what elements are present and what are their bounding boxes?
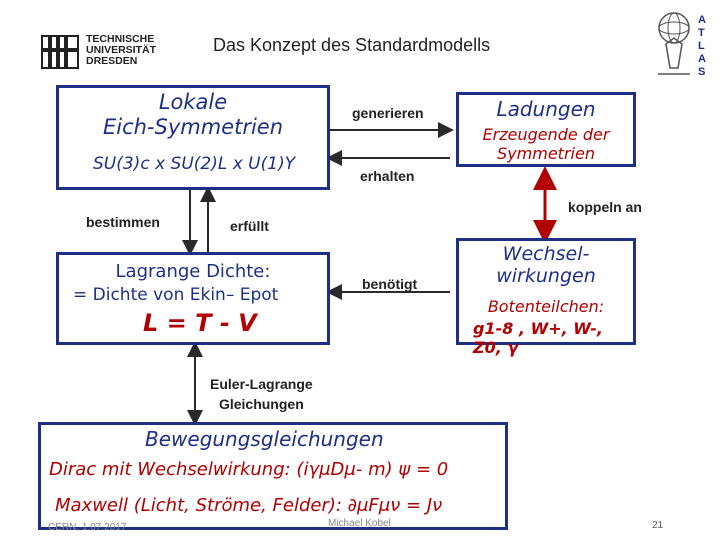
symmetry-line2: Eich-Symmetrien	[102, 115, 284, 139]
charges-subtitle: Erzeugende der Symmetrien	[482, 125, 610, 163]
label-generieren: generieren	[352, 105, 424, 121]
atlas-letter: A	[698, 53, 706, 65]
lagrange-line2: = Dichte von Ekin– Epot	[73, 285, 279, 305]
atlas-letter: L	[698, 40, 705, 52]
label-erhalten: erhalten	[360, 168, 415, 184]
equations-box	[38, 422, 508, 530]
label-bestimmen: bestimmen	[86, 214, 160, 230]
lagrange-formula: L = T - V	[143, 309, 257, 337]
atlas-letter: T	[698, 27, 705, 39]
symmetry-groups: SU(3)c x SU(2)L x U(1)Y	[93, 154, 296, 174]
symmetry-line1: Lokale	[158, 90, 228, 114]
atlas-letter: A	[698, 14, 706, 26]
label-koppeln: koppeln an	[568, 199, 642, 215]
logo-line: TECHNISCHE	[86, 33, 155, 45]
interactions-subtitle: Botenteilchen:	[487, 297, 605, 316]
symmetry-box	[56, 85, 330, 190]
lagrange-box	[56, 252, 330, 345]
label-benoetigt: benötigt	[362, 276, 418, 292]
label-euler-line1: Euler-Lagrange	[210, 376, 313, 392]
equations-dirac: Dirac mit Wechselwirkung: (iγμDμ- m) ψ = 0	[49, 459, 449, 480]
label-euler-line2: Gleichungen	[218, 396, 304, 412]
equations-maxwell: Maxwell (Licht, Ströme, Felder): ∂μFμν = Jν	[55, 495, 443, 516]
label-erfuellt: erfüllt	[230, 218, 269, 234]
footer-left: CERN, 1.07.2017	[48, 522, 127, 533]
charges-box	[456, 92, 636, 167]
equations-title: Bewegungsgleichungen	[145, 427, 384, 451]
label-euler	[210, 374, 313, 414]
page-title: Das Konzept des Standardmodells	[213, 35, 491, 55]
footer-center: Michael Kobel	[328, 518, 391, 529]
page-number: 21	[652, 520, 664, 531]
interactions-box	[456, 238, 636, 357]
logo-line: DRESDEN	[86, 55, 138, 67]
logo-line: UNIVERSITÄT	[86, 44, 157, 56]
atlas-letter: S	[698, 66, 706, 78]
lagrange-line1: Lagrange Dichte:	[115, 261, 271, 282]
interactions-title: Wechsel-wirkungen	[496, 243, 596, 287]
charges-title: Ladungen	[496, 97, 596, 121]
interactions-particles: g1-8 , W+, W-, Z0, γ	[473, 319, 603, 357]
